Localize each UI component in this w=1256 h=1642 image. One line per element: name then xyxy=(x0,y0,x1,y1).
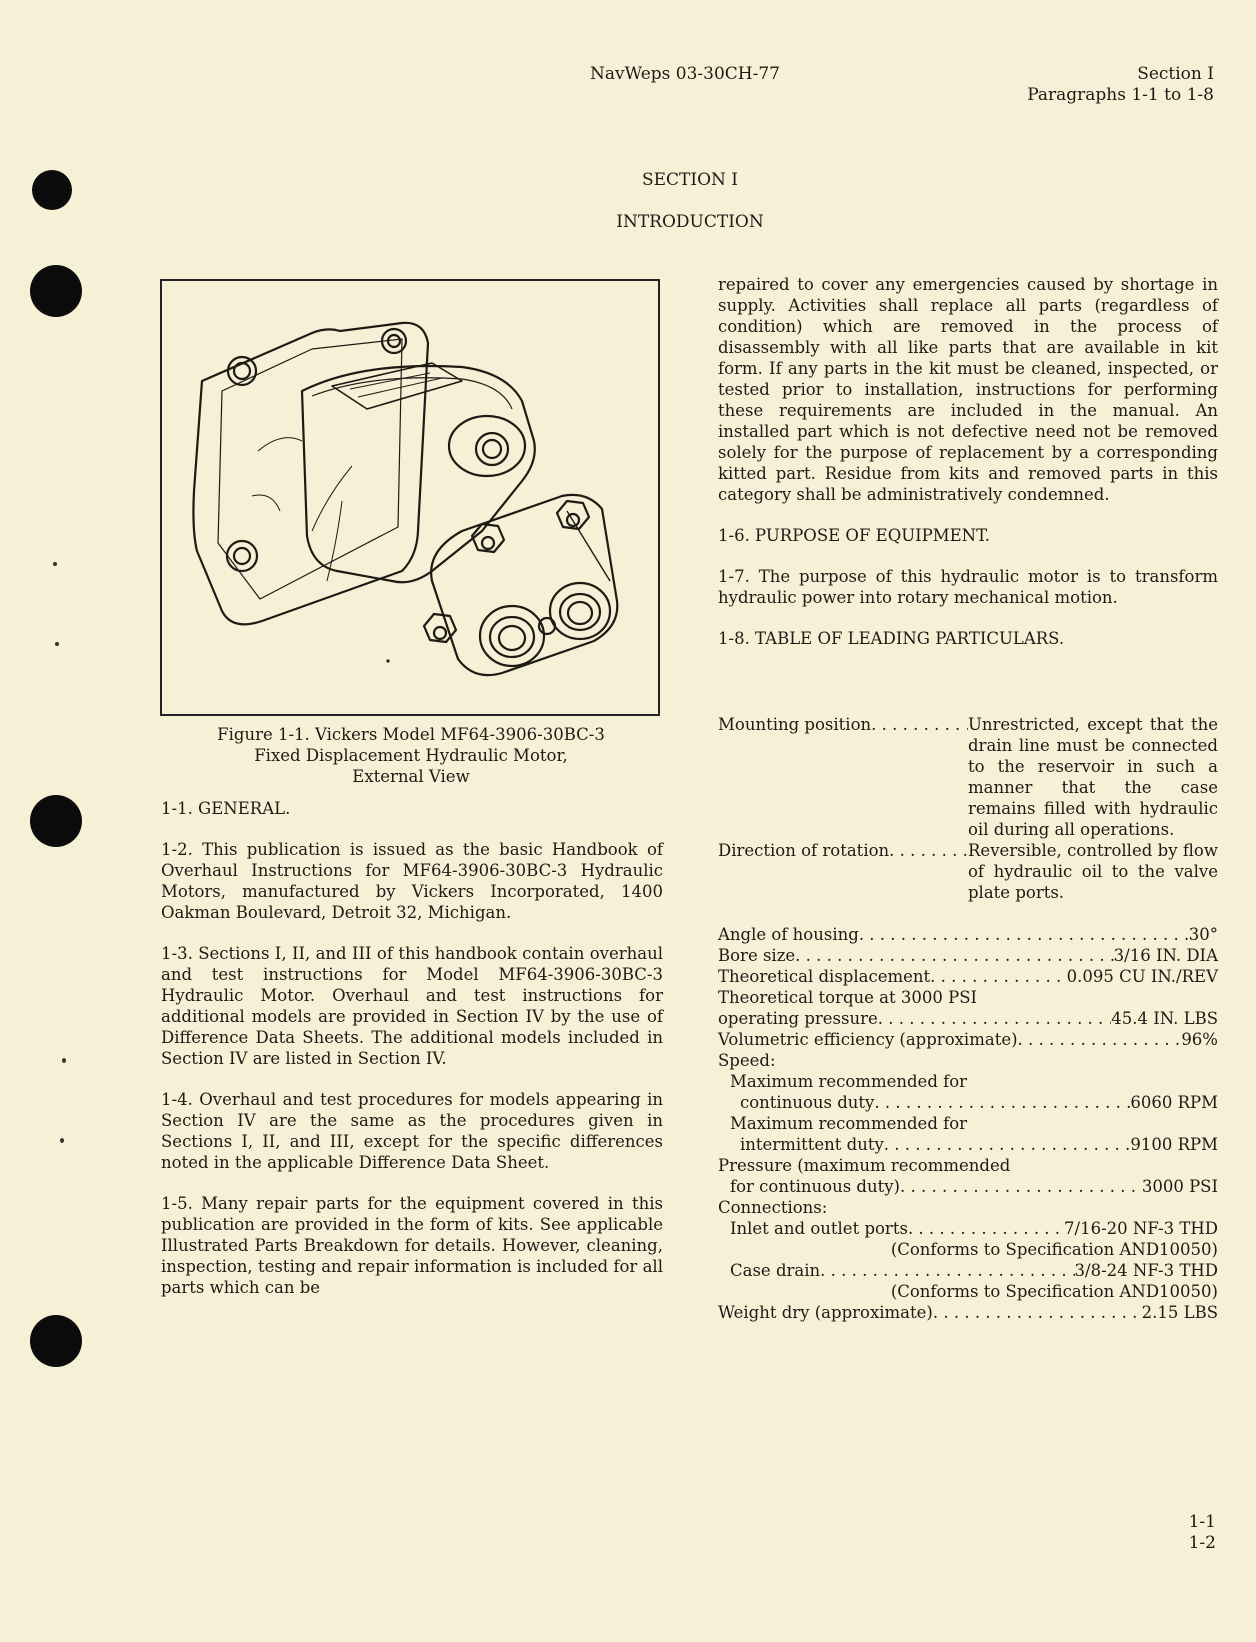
value-rotation: Reversible, controlled by flow of hydraulic oil to the valve plate ports. xyxy=(968,841,1218,902)
label-inlet: Inlet and outlet ports xyxy=(730,1219,908,1238)
row-mounting-position xyxy=(718,714,1218,840)
label-drain: Case drain xyxy=(730,1261,821,1280)
label-weight: Weight dry (approximate) xyxy=(718,1303,933,1322)
label-continuous-line2: continuous duty xyxy=(740,1093,875,1112)
speck xyxy=(60,1138,64,1143)
paragraph-1-5-continued: repaired to cover any emergencies caused by shortage in supply. Activities shall replace all parts (regardless of condition) which are removed in the process of disassembly with all like parts that are available in kit form. If any parts in the kit must be cleaned, inspected, or tested prior to installation, instructions for performing these requirements are included in the manual. An installed part which is not defective need not be removed solely for the purpose of replacement by a corresponding kitted part. Residue from kits and removed parts in this category shall be administratively condemned. xyxy=(718,275,1218,504)
value-intermittent: 9100 RPM xyxy=(1130,1135,1218,1154)
value-drain: 3/8-24 NF-3 THD xyxy=(1074,1261,1218,1280)
figure-caption-line: External View xyxy=(352,767,470,786)
page-number xyxy=(1189,1512,1216,1554)
row-angle-of-housing xyxy=(718,924,1218,945)
label-pressure-line2: for continuous duty) xyxy=(730,1177,900,1196)
paragraph-1-4: 1-4. Overhaul and test procedures for models appearing in Section IV are the same as the procedures given in Sections I, II, and III, except for the specific differences noted in the applicable Difference Data Sheet. xyxy=(161,1090,663,1172)
speck xyxy=(53,562,57,566)
row-case-drain xyxy=(718,1260,1218,1281)
value-weight: 2.15 LBS xyxy=(1141,1303,1218,1322)
row-continuous-duty xyxy=(718,1092,1218,1113)
value-continuous: 6060 RPM xyxy=(1130,1093,1218,1112)
label-continuous-line1: Maximum recommended for xyxy=(730,1072,968,1091)
label-torque-line1: Theoretical torque at 3000 PSI xyxy=(718,988,978,1007)
value-volumetric: 96% xyxy=(1181,1030,1218,1049)
heading-leading-particulars: 1-8. TABLE OF LEADING PARTICULARS. xyxy=(718,629,1065,648)
heading-general: 1-1. GENERAL. xyxy=(161,799,291,818)
value-bore: 3/16 IN. DIA xyxy=(1113,946,1218,965)
value-mounting: Unrestricted, except that the drain line must be connected to the reservoir in such a manner that the case remains filled with hydraulic oil during all operations. xyxy=(968,715,1218,839)
binder-hole xyxy=(30,265,82,317)
row-bore-size xyxy=(718,945,1218,966)
paragraph-1-2: 1-2. This publication is issued as the basic Handbook of Overhaul Instructions for MF64-3906-30BC-3 Hydraulic Motors, manufactured by Vickers Incorporated, 1400 Oakman Boulevard, Detroit 32, Michigan. xyxy=(161,840,663,922)
section-label: Section I xyxy=(1137,64,1214,84)
figure-caption-line: Fixed Displacement Hydraulic Motor, xyxy=(254,746,568,765)
figure-caption xyxy=(160,724,662,787)
label-torque-line2: operating pressure xyxy=(718,1009,878,1028)
figure-caption-line: Figure 1-1. Vickers Model MF64-3906-30BC-3 xyxy=(217,725,605,744)
heading-purpose: 1-6. PURPOSE OF EQUIPMENT. xyxy=(718,526,990,545)
speck xyxy=(62,1058,66,1063)
label-intermittent-line2: intermittent duty xyxy=(740,1135,884,1154)
label-rotation: Direction of rotation xyxy=(718,841,890,860)
label-angle: Angle of housing xyxy=(718,925,859,944)
paragraph-range: Paragraphs 1-1 to 1-8 xyxy=(1027,85,1214,105)
row-torque xyxy=(718,1008,1218,1029)
inlet-specification: (Conforms to Specification AND10050) xyxy=(890,1240,1218,1259)
label-pressure-line1: Pressure (maximum recommended xyxy=(718,1156,1011,1175)
drain-specification: (Conforms to Specification AND10050) xyxy=(890,1282,1218,1301)
label-volumetric: Volumetric efficiency (approximate) xyxy=(718,1030,1018,1049)
label-mounting: Mounting position xyxy=(718,715,872,734)
row-direction-of-rotation xyxy=(718,840,1218,903)
value-displacement: 0.095 CU IN./REV xyxy=(1066,967,1218,986)
left-column xyxy=(161,798,663,1318)
right-column xyxy=(718,274,1218,669)
row-intermittent-duty xyxy=(718,1134,1218,1155)
row-pressure xyxy=(718,1176,1218,1197)
figure-frame xyxy=(160,279,660,716)
row-inlet-outlet-ports xyxy=(718,1218,1218,1239)
paragraph-1-7: 1-7. The purpose of this hydraulic motor is to transform hydraulic power into rotary mechanical motion. xyxy=(718,567,1218,607)
section-subtitle: INTRODUCTION xyxy=(616,212,764,232)
value-torque: 45.4 IN. LBS xyxy=(1111,1009,1218,1028)
row-displacement xyxy=(718,966,1218,987)
document-number: NavWeps 03-30CH-77 xyxy=(590,64,780,84)
paragraph-1-5: 1-5. Many repair parts for the equipment covered in this publication are provided in the form of kits. See applicable Illustrated Parts Breakdown for details. However, cleaning, inspection, testing and repair information is included for all parts which can be xyxy=(161,1194,663,1297)
section-reference xyxy=(1027,64,1214,106)
leading-particulars-table xyxy=(718,714,1218,1323)
label-intermittent-line1: Maximum recommended for xyxy=(730,1114,968,1133)
page-number-line: 1-1 xyxy=(1188,1512,1216,1532)
section-title: SECTION I xyxy=(641,170,739,190)
paragraph-1-3: 1-3. Sections I, II, and III of this handbook contain overhaul and test instructions for Model MF64-3906-30BC-3 Hydraulic Motor. Overhaul and test instructions for additional models are provided in Section IV by the use of Difference Data Sheets. The additional models included in Section IV are listed in Section IV. xyxy=(161,944,663,1068)
value-pressure: 3000 PSI xyxy=(1141,1177,1218,1196)
binder-hole xyxy=(30,1315,82,1367)
page-number-line: 1-2 xyxy=(1188,1533,1216,1553)
label-connections: Connections: xyxy=(718,1198,828,1217)
row-volumetric-efficiency xyxy=(718,1029,1218,1050)
speck xyxy=(55,642,59,646)
row-weight-dry xyxy=(718,1302,1218,1323)
label-speed: Speed: xyxy=(718,1051,776,1070)
hydraulic-motor-illustration xyxy=(162,281,658,714)
binder-hole xyxy=(30,795,82,847)
value-inlet: 7/16-20 NF-3 THD xyxy=(1064,1219,1218,1238)
label-bore: Bore size xyxy=(718,946,796,965)
label-displacement: Theoretical displacement xyxy=(718,967,931,986)
value-angle: 30° xyxy=(1188,925,1218,944)
